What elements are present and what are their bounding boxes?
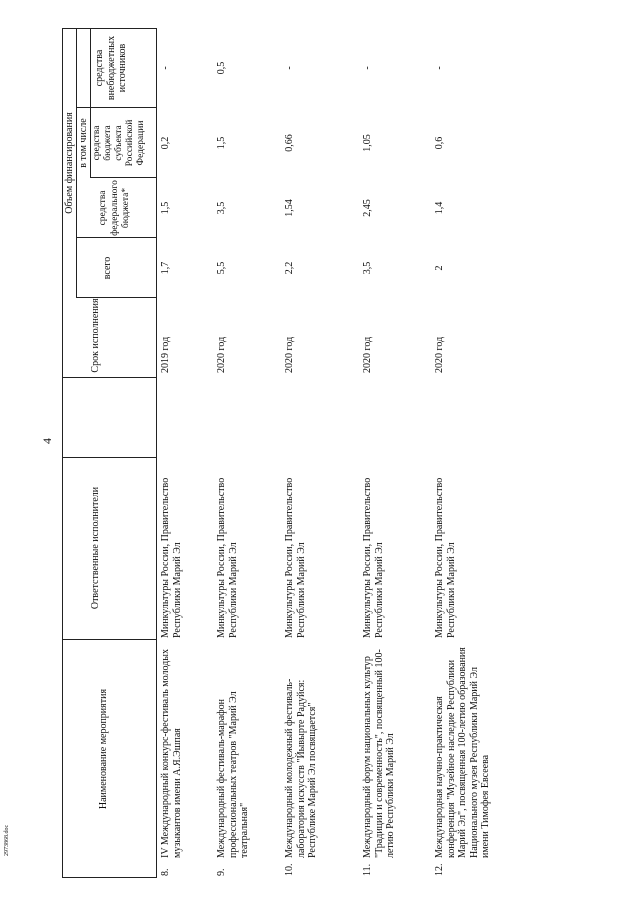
row-total: 2	[434, 265, 445, 271]
row-name: Международный фестиваль-марафон профессиональных театров "Марий Эл театральная"	[216, 691, 250, 858]
col-border-term	[62, 377, 156, 378]
row-responsible: Минкультуры России, Правительство Республики Марий Эл	[434, 477, 457, 638]
row-term: 2020 год	[362, 336, 373, 373]
row-regional: 1,5	[216, 136, 227, 150]
row-responsible: Минкультуры России, Правительство Республики Марий Эл	[284, 477, 307, 638]
header-federal: средства федерального бюджета*	[98, 180, 131, 236]
header-term: Срок исполнения	[90, 298, 101, 373]
header-financing: Объем финансирования	[64, 112, 75, 214]
row-total: 3,5	[362, 261, 373, 275]
row-regional: 0,6	[434, 136, 445, 150]
header-including: в том числе	[78, 118, 89, 168]
col-border-resp	[62, 457, 156, 458]
col-border-left	[62, 877, 156, 878]
header-name: Наименование мероприятия	[98, 688, 109, 810]
row-number: 8.	[160, 868, 171, 876]
row-responsible: Минкультуры России, Правительство Республики Марий Эл	[362, 477, 385, 638]
row-name: IV Международный конкурс-фестиваль молодых музыкантов имени А.Я.Эшпая	[160, 649, 183, 858]
row-extrabudget: -	[434, 66, 445, 70]
row-federal: 1,4	[434, 201, 445, 215]
including-divider	[90, 28, 91, 178]
row-regional: 1,05	[362, 134, 373, 152]
row-number: 10.	[284, 863, 295, 876]
row-extrabudget: -	[362, 66, 373, 70]
row-term: 2020 год	[216, 336, 227, 373]
header-extrabudget: средства внебюджетных источников	[94, 35, 128, 101]
header-responsible: Ответственные исполнители	[90, 486, 101, 610]
financing-divider	[76, 28, 77, 298]
page-number: 4	[40, 438, 54, 444]
row-total: 1,7	[160, 261, 171, 275]
table-top-border	[62, 28, 63, 878]
row-responsible: Минкультуры России, Правительство Республики Марий Эл	[160, 477, 183, 638]
row-federal: 1,54	[284, 199, 295, 217]
col-border-total	[76, 297, 156, 298]
row-extrabudget: -	[160, 66, 171, 70]
row-number: 12.	[434, 863, 445, 876]
row-regional: 0,66	[284, 134, 295, 152]
header-bottom-border	[156, 28, 157, 878]
row-extrabudget: -	[284, 66, 295, 70]
document-reference: 2973868.doc	[4, 824, 10, 856]
header-regional: средства бюджета субъекта Российской Федерации	[92, 119, 146, 167]
row-term: 2020 год	[284, 336, 295, 373]
row-number: 9.	[216, 868, 227, 876]
row-responsible: Минкультуры России, Правительство Республики Марий Эл	[216, 477, 239, 638]
col-border-right	[62, 28, 156, 29]
row-number: 11.	[362, 863, 373, 876]
row-name: Международная научно-практическая конференция "Музейное наследие Республики Марий Эл", посвященная 100-летию образования Национального музея Республики Марий Эл имени Тимофея Евсеева	[434, 647, 491, 858]
financing-table	[62, 28, 622, 878]
row-name: Международный молодежный фестиваль-лаборатория искусств "Йывырте Радуйся: Республике Марий Эл посвящается"	[284, 678, 318, 858]
row-total: 5,5	[216, 261, 227, 275]
row-regional: 0,2	[160, 136, 171, 150]
row-term: 2020 год	[434, 336, 445, 373]
row-term: 2019 год	[160, 336, 171, 373]
row-extrabudget: 0,5	[216, 61, 227, 75]
row-federal: 3,5	[216, 201, 227, 215]
row-name: Международный форум национальных культур "Традиции и современность", посвященный 100-летию Республики Марий Эл	[362, 649, 396, 858]
row-total: 2,2	[284, 261, 295, 275]
row-federal: 2,45	[362, 199, 373, 217]
row-federal: 1,5	[160, 201, 171, 215]
header-total: всего	[102, 256, 113, 280]
